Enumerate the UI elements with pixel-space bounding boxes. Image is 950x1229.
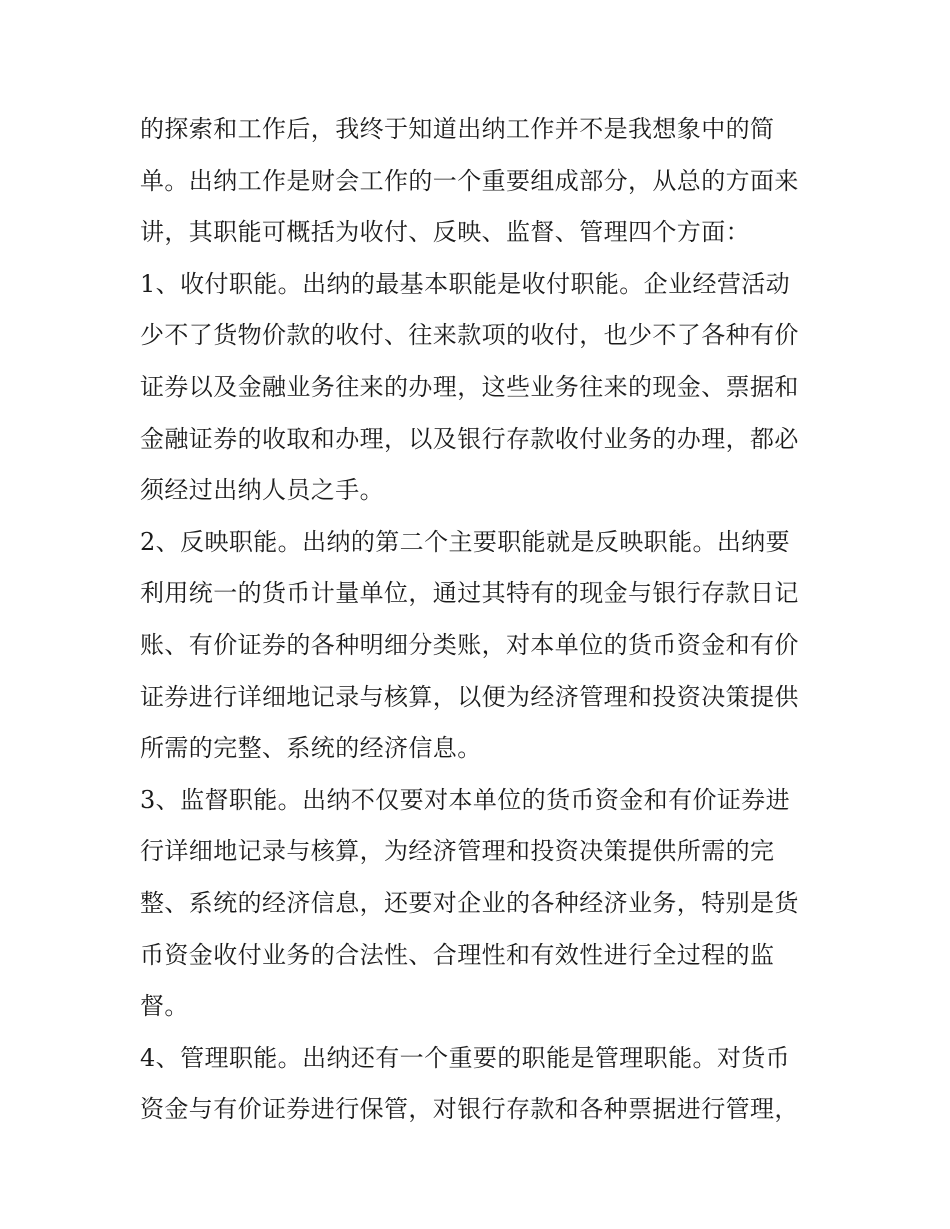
text-line: 资金与有价证券进行保管，对银行存款和各种票据进行管理， (140, 1095, 799, 1124)
text-line: 单。出纳工作是财会工作的一个重要组成部分，从总的方面来 (140, 166, 799, 195)
text-line: 督。 (140, 992, 189, 1021)
text-line: 证券以及金融业务往来的办理，这些业务往来的现金、票据和 (140, 372, 799, 401)
text-line: 少不了货物价款的收付、往来款项的收付，也少不了各种有价 (140, 321, 799, 350)
text-line: 的探索和工作后，我终于知道出纳工作并不是我想象中的简 (140, 115, 775, 143)
text-line: 2、反映职能。出纳的第二个主要职能就是反映职能。出纳要 (140, 527, 791, 556)
text-line: 金融证券的收取和办理，以及银行存款收付业务的办理，都必 (140, 424, 799, 453)
text-line: 整、系统的经济信息，还要对企业的各种经济业务，特别是货 (140, 888, 799, 917)
text-line: 行详细地记录与核算，为经济管理和投资决策提供所需的完 (140, 837, 775, 866)
text-line: 3、监督职能。出纳不仅要对本单位的货币资金和有价证券进 (140, 785, 791, 814)
text-line: 1、收付职能。出纳的最基本职能是收付职能。企业经营活动 (140, 269, 791, 298)
text-line: 账、有价证券的各种明细分类账，对本单位的货币资金和有价 (140, 630, 799, 659)
text-line: 讲，其职能可概括为收付、反映、监督、管理四个方面： (140, 218, 750, 247)
body-text (140, 104, 820, 1136)
text-line: 须经过出纳人员之手。 (140, 476, 384, 505)
text-line: 币资金收付业务的合法性、合理性和有效性进行全过程的监 (140, 940, 775, 969)
text-line: 4、管理职能。出纳还有一个重要的职能是管理职能。对货币 (140, 1043, 791, 1072)
text-line: 证券进行详细地记录与核算，以便为经济管理和投资决策提供 (140, 682, 799, 711)
text-line: 所需的完整、系统的经济信息。 (140, 734, 482, 763)
text-line: 利用统一的货币计量单位，通过其特有的现金与银行存款日记 (140, 579, 799, 608)
